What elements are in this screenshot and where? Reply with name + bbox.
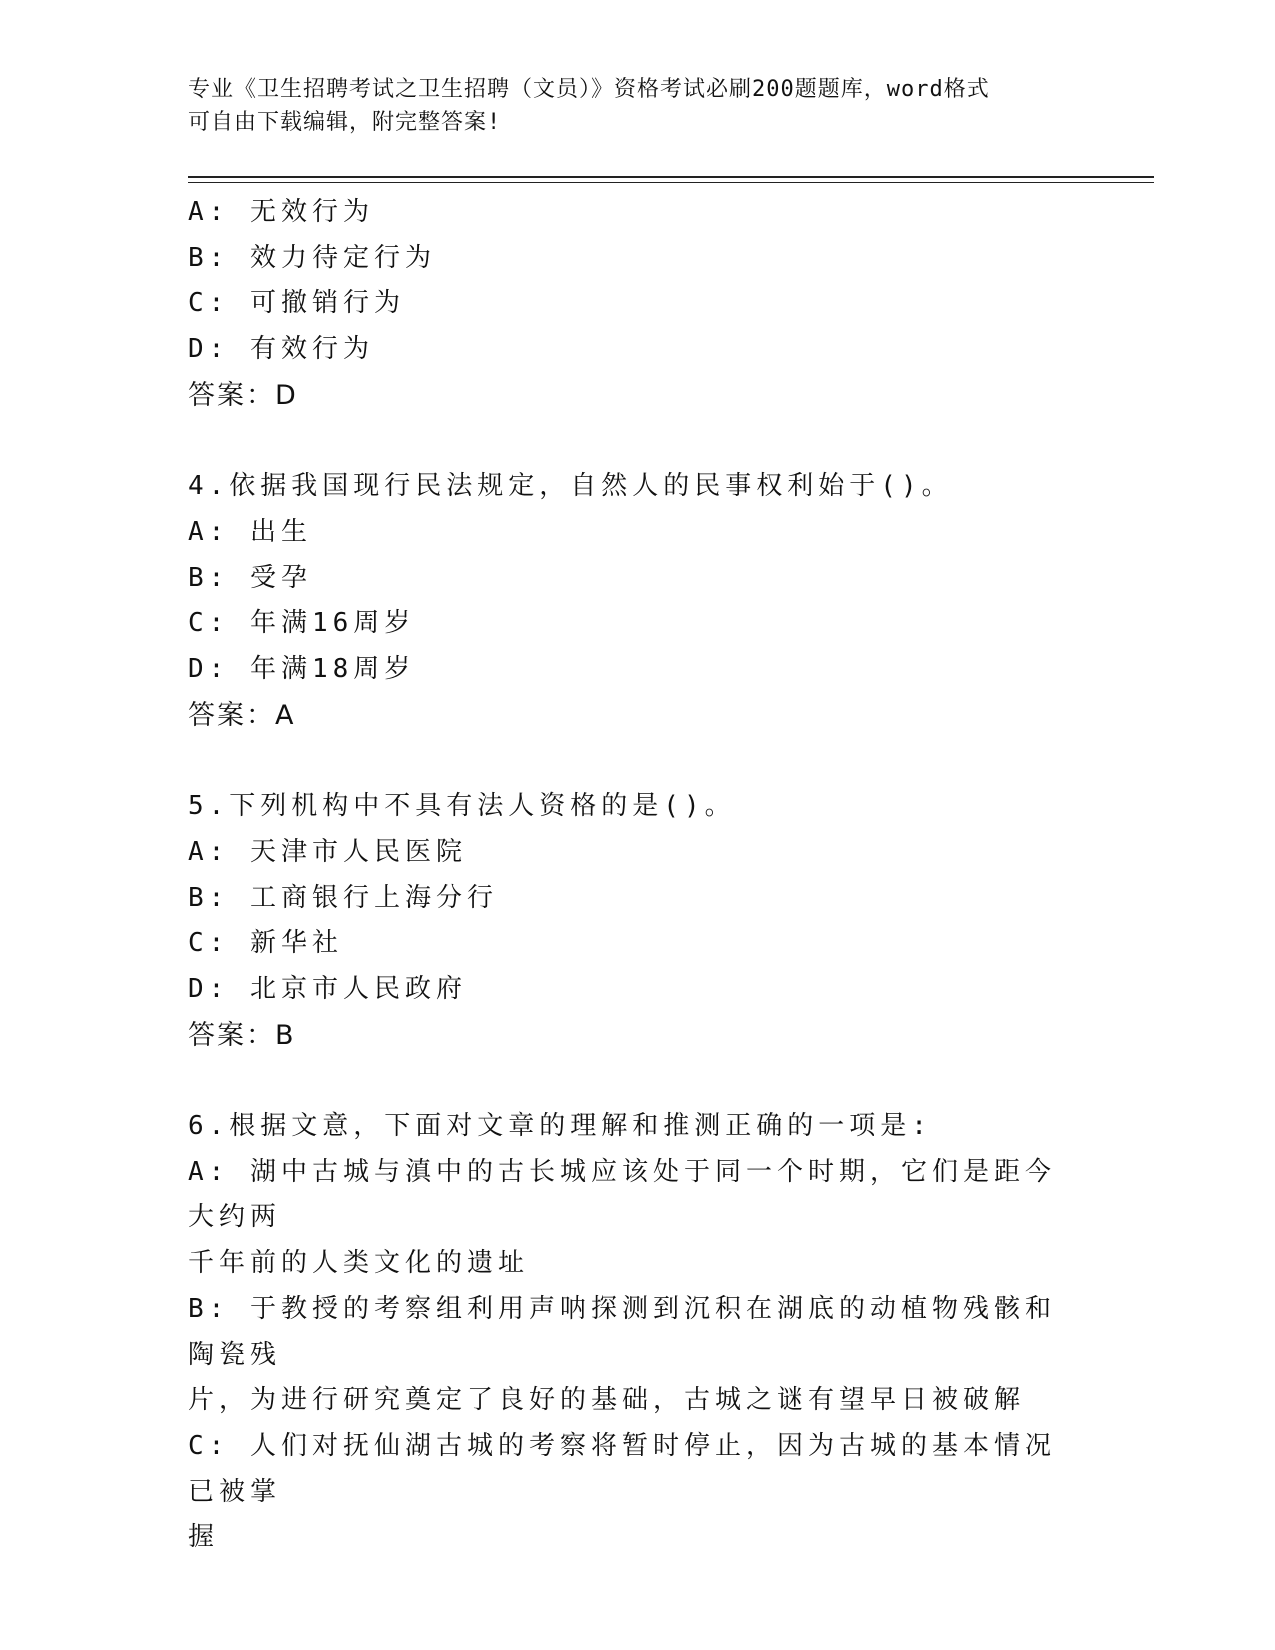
header-line-2: 可自由下载编辑，附完整答案! <box>188 110 502 135</box>
option-a: A: 出生 <box>188 516 312 547</box>
option-c-line-1: C: 人们对抚仙湖古城的考察将暂时停止，因为古城的基本情况已被掌 <box>188 1430 1056 1507</box>
option-a: A: 无效行为 <box>188 197 374 227</box>
answer-line: 答案：B <box>188 1019 296 1051</box>
option-b: B: 受孕 <box>188 562 312 593</box>
spacer <box>188 738 1078 784</box>
option-c: C: 年满16周岁 <box>188 608 416 639</box>
question-5-block <box>188 784 1078 1058</box>
option-a-line-2: 千年前的人类文化的遗址 <box>188 1248 530 1279</box>
header-divider-thin <box>188 182 1154 183</box>
option-c-line-2: 握 <box>188 1522 220 1553</box>
question-text: 6.根据文意，下面对文章的理解和推测正确的一项是: <box>188 1111 932 1142</box>
spacer <box>188 1058 1078 1104</box>
option-b-line-2: 片，为进行研究奠定了良好的基础，古城之谜有望早日被破解 <box>188 1385 1026 1416</box>
option-b-line-1: B: 于教授的考察组利用声呐探测到沉积在湖底的动植物残骸和陶瓷残 <box>188 1293 1056 1370</box>
question-text: 5.下列机构中不具有法人资格的是()。 <box>188 791 736 822</box>
header-line-1: 专业《卫生招聘考试之卫生招聘（文员）》资格考试必刷200题题库，word格式 <box>188 77 990 102</box>
option-b: B: 效力待定行为 <box>188 242 436 273</box>
question-3-block <box>188 190 1078 419</box>
option-a: A: 天津市人民医院 <box>188 836 467 867</box>
option-d: D: 年满18周岁 <box>188 654 416 685</box>
option-b: B: 工商银行上海分行 <box>188 882 498 913</box>
question-text: 4.依据我国现行民法规定，自然人的民事权利始于()。 <box>188 471 953 502</box>
header-divider-thick <box>188 176 1154 178</box>
document-header <box>188 73 1068 139</box>
option-d: D: 有效行为 <box>188 334 374 365</box>
option-c: C: 可撤销行为 <box>188 288 405 319</box>
answer-line: 答案：A <box>188 699 296 731</box>
option-c: C: 新华社 <box>188 928 343 959</box>
question-list <box>188 190 1078 1561</box>
spacer <box>188 419 1078 465</box>
question-4-block <box>188 464 1078 738</box>
option-d: D: 北京市人民政府 <box>188 973 467 1004</box>
option-a-line-1: A: 湖中古城与滇中的古长城应该处于同一个时期，它们是距今大约两 <box>188 1156 1056 1233</box>
answer-line: 答案：D <box>188 379 298 411</box>
question-6-block <box>188 1104 1078 1561</box>
